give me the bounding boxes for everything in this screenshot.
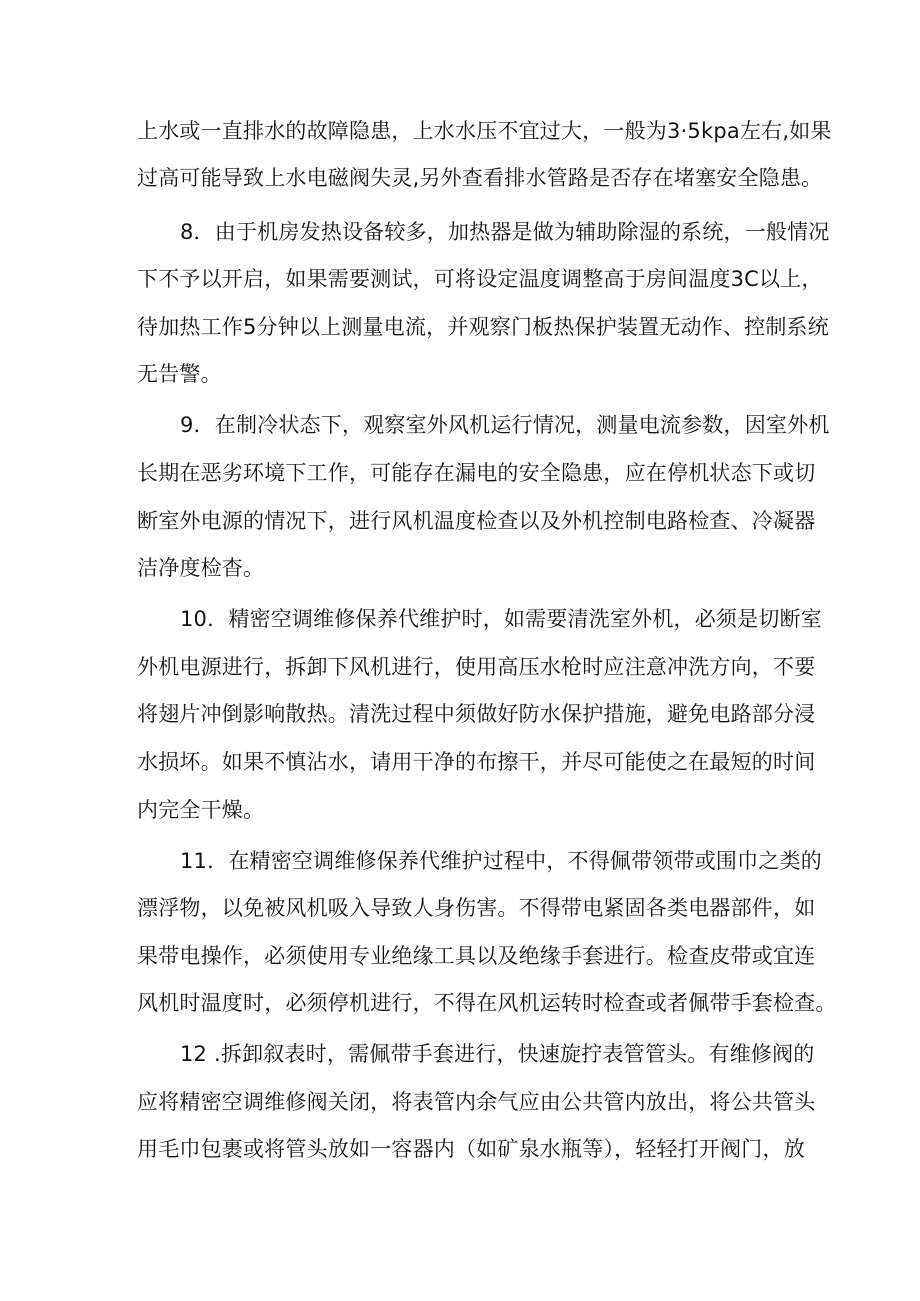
text-line: 水损坏。如果不慎沾水，请用干净的布擦干，并尽可能使之在最短的时间: [137, 750, 816, 774]
text-line: 12 .拆卸叙表时，需佩带手套进行，快速旋拧表管管头。有维修阀的: [180, 1042, 815, 1066]
text-line: 漂浮物，以免被风机吸入导致人身伤害。不得带电紧固各类电器部件，如: [137, 896, 816, 920]
text-line: 8．由于机房发热设备较多，加热器是做为辅助除湿的系统，一般情况: [180, 220, 830, 244]
text-line: 断室外电源的情况下，进行风机温度检查以及外机控制电路检查、冷凝器: [137, 509, 816, 533]
text-line: 9．在制冷状态下，观察室外风机运行情况，测量电流参数，因室外机: [180, 413, 830, 437]
text-line: 果带电操作，必须使用专业绝缘工具以及绝缘手套进行。检查皮带或宜连: [137, 944, 816, 968]
text-line: 应将精密空调维修阀关闭，将表管内余气应由公共管内放出，将公共管头: [137, 1090, 816, 1114]
text-line: 待加热工作5分钟以上测量电流，并观察门板热保护装置无动作、控制系统: [137, 315, 829, 339]
text-line: 用毛巾包裹或将管头放如一容器内（如矿泉水瓶等），轻轻打开阀门，放: [137, 1137, 805, 1161]
text-line: 上水或一直排水的故障隐患，上水水压不宜过大，一般为3·5kpa左右,如果: [137, 119, 832, 143]
text-line: 风机时温度时，必须停机进行，不得在风机运转时检查或者佩带手套检查。: [137, 991, 837, 1015]
text-line: 将翅片冲倒影响散热。清洗过程中须做好防水保护措施，避免电路部分浸: [137, 702, 816, 726]
text-line: 内完全干燥。: [137, 798, 265, 822]
text-line: 洁净度检杳。: [137, 556, 265, 580]
text-line: 外机电源进行，拆卸下风机进行，使用高压水枪时应注意冲洗方向，不要: [137, 655, 816, 679]
text-line: 11．在精密空调维修保养代维护过程中，不得佩带领带或围巾之类的: [180, 849, 822, 873]
text-line: 下不予以开启，如果需要测试，可将设定温度调整高于房间温度3C以上，: [137, 267, 823, 291]
text-line: 无告警。: [137, 362, 222, 386]
text-line: 长期在恶劣环境下工作，可能存在漏电的安全隐患，应在停机状态下或切: [137, 461, 816, 485]
text-line: 10．精密空调维修保养代维护时，如需要清洗室外机，必须是切断室: [180, 607, 822, 631]
text-line: 过高可能导致上水电磁阀失灵,另外查看排水管路是否存在堵塞安全隐患。: [137, 166, 823, 190]
